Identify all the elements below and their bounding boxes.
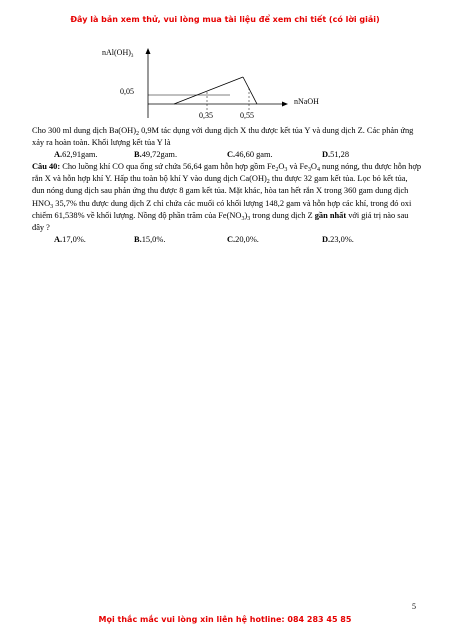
preview-banner: Đây là bản xem thử, vui lòng mua tài liệu để xem chi tiết (có lời giải) bbox=[70, 15, 380, 24]
precipitate-rise bbox=[174, 77, 243, 104]
question-40-options bbox=[32, 234, 422, 246]
y-axis-arrow bbox=[146, 48, 151, 54]
option-c: C.46,60 gam. bbox=[227, 150, 273, 160]
y-axis-label: $nAl(OH)_3$ bbox=[102, 48, 134, 59]
precipitate-fall bbox=[243, 77, 257, 104]
option-d: D.51,28 bbox=[322, 150, 349, 160]
question-40-label: Câu 40: bbox=[32, 162, 61, 172]
page-number: 5 bbox=[412, 602, 416, 611]
option-b: B.15,0%. bbox=[134, 234, 166, 244]
question-39-text: Cho 300 ml dung dịch $Ba(OH)_2$ 0,9M tác dụng với dung dịch X thu được kết tủa Y và dung dịch Z. Các phản ứng xảy ra hoàn toàn. Khối lượng kết tủa Y là bbox=[32, 126, 414, 148]
x-axis-label: nNaOH bbox=[294, 97, 319, 106]
x-tick-label-1: 0,35 bbox=[199, 111, 213, 120]
question-40-text: Câu 40: Cho luồng khí CO qua ống sứ chứa 56,64 gam hỗn hợp gồm $Fe_2O_3$ và $Fe_3O_4$ nung nóng, thu được hỗn hợp rắn X và hỗn hợp khí Y. Hấp thu toàn bộ khí Y vào dung dịch $Ca(OH)_2$ thu được 32 gam kết tủa. Lọc bỏ kết tủa, đun nóng dung dịch sau phản ứng thu được 8 gam kết tủa. Mặt khác, hòa tan hết rắn X trong 360 gam dung dịch $HNO_3$ 35,7% thu được dung dịch Z chỉ chứa các muối có khối lượng 148,2 gam và hỗn hợp các khí, trong đó oxi chiếm 61,538% về khối lượng. Nồng độ phần trăm của $Fe(NO_3)_3$ trong dung dịch Z gần nhất với giá trị nào sau đây ? bbox=[32, 162, 422, 232]
option-b: B.49,72gam. bbox=[134, 150, 178, 160]
option-d: D.23,0%. bbox=[322, 234, 354, 244]
precipitate-graph bbox=[100, 40, 340, 125]
y-tick-label: 0,05 bbox=[120, 87, 134, 96]
x-axis-arrow bbox=[282, 102, 288, 107]
x-tick-label-2: 0,55 bbox=[240, 111, 254, 120]
hotline-banner: Mọi thắc mắc vui lòng xin liên hệ hotline: 084 283 45 85 bbox=[98, 615, 352, 624]
option-a: A.17,0%. bbox=[54, 234, 86, 244]
option-a: A.62,91gam. bbox=[54, 150, 98, 160]
option-c: C.20,0%. bbox=[227, 234, 259, 244]
question-39-options bbox=[32, 149, 422, 161]
emphasis-text: gần nhất bbox=[314, 210, 347, 220]
question-content bbox=[32, 125, 422, 246]
